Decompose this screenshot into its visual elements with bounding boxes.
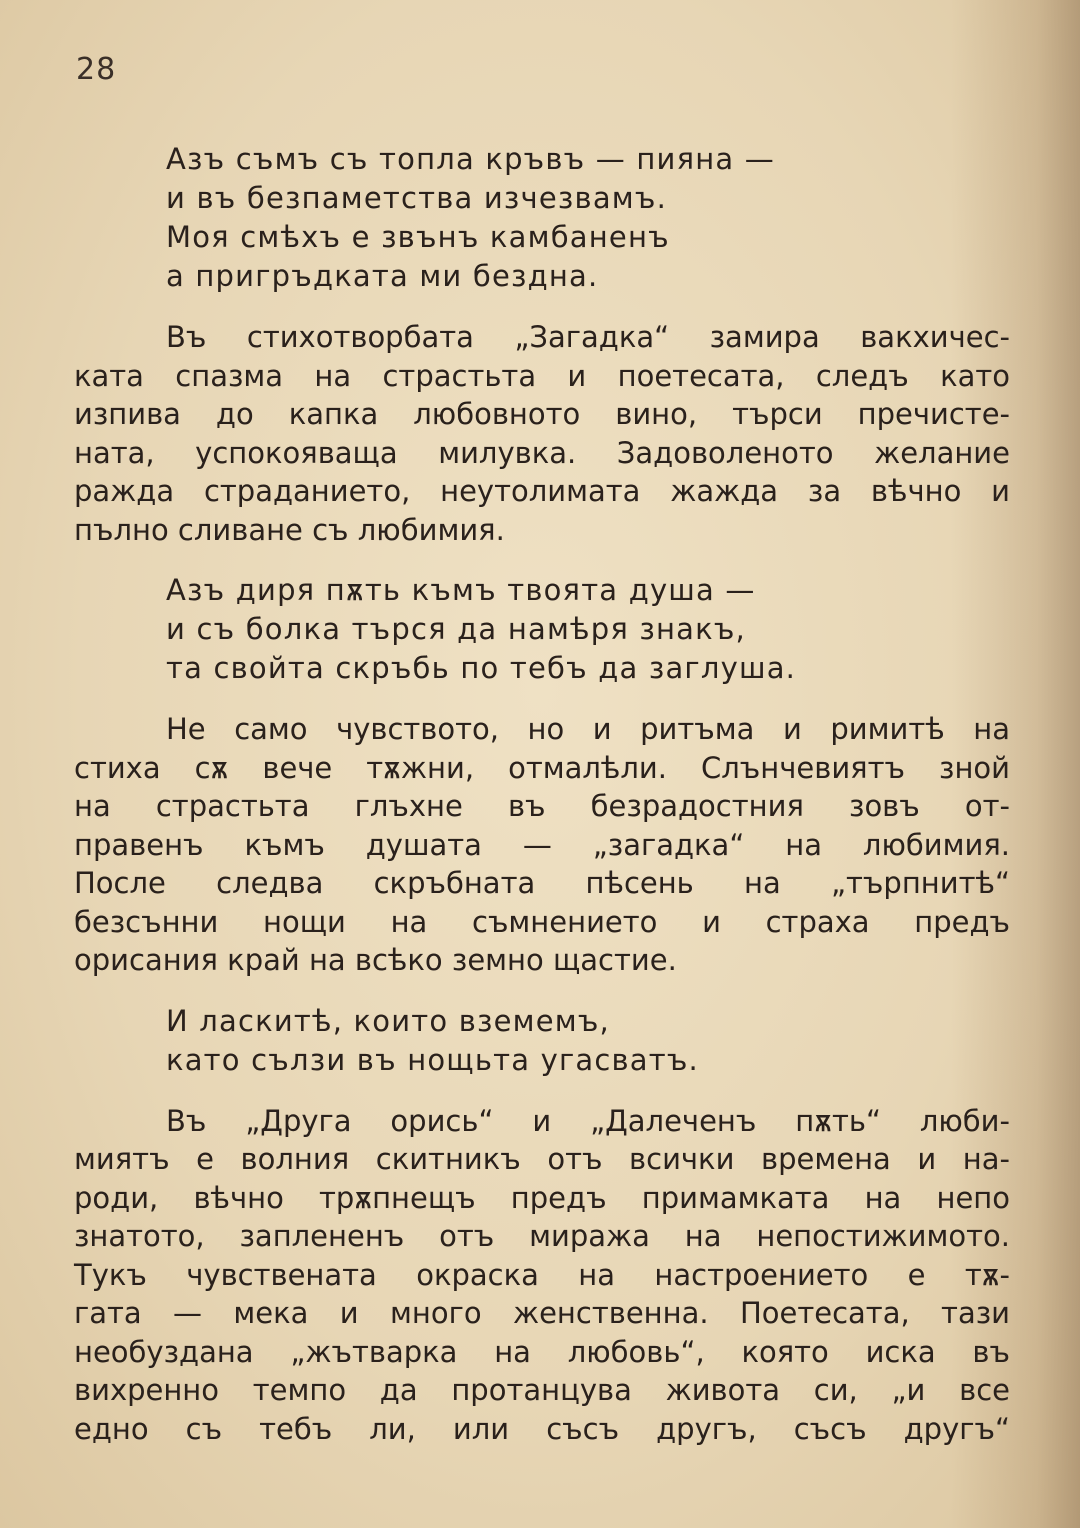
prose-paragraph-3 — [74, 1102, 1010, 1449]
prose-line: ката спазма на страстьта и поетесата, следъ като — [74, 358, 1010, 393]
verse-stanza-2 — [74, 571, 1010, 688]
prose-paragraph-2 — [74, 710, 1010, 980]
verse-line: като сълзи въ нощьта угасватъ. — [166, 1042, 699, 1077]
prose-line: орисания край на всѣко земно щастие. — [74, 943, 677, 977]
prose-line: пълно сливане съ любимия. — [74, 512, 505, 547]
prose-line: на страстьта глъхне въ безрадостния зовъ от- — [74, 789, 1010, 823]
prose-line: знатото, заплененъ отъ миража на непостижимото. — [74, 1219, 1010, 1253]
verse-line: та свойта скръбь по тебъ да заглуша. — [166, 651, 797, 685]
prose-line: роди, вѣчно трѫпнещъ предъ примамката на непо — [74, 1180, 1010, 1215]
page-text — [74, 140, 1010, 1448]
prose-line: Не само чувството, но и ритъма и римитѣ на — [166, 712, 1010, 746]
prose-line: вихренно темпо да протанцува живота си, „и все — [74, 1373, 1010, 1407]
prose-line: стиха сѫ вече тѫжни, отмалѣли. Слънчевиятъ зной — [74, 750, 1010, 785]
prose-line: изпива до капка любовното вино, търси пречисте- — [74, 397, 1010, 431]
verse-line: и въ безпаметства изчезвамъ. — [166, 181, 667, 215]
verse-line: Моя смѣхъ е звънъ камбаненъ — [166, 220, 670, 254]
verse-line: Азъ съмъ съ топла кръвъ — пияна — — [166, 142, 775, 176]
prose-line: Въ стихотворбата „Загадка“ замира вакхичес- — [166, 320, 1010, 354]
verse-stanza-3 — [74, 1002, 1010, 1080]
prose-line: правенъ къмъ душата — „загадка“ на любимия. — [74, 827, 1010, 862]
prose-line: едно съ тебъ ли, или съсъ другъ, съсъ другъ“ — [74, 1411, 1010, 1446]
verse-line: а пригръдката ми бездна. — [166, 259, 599, 293]
prose-line: ната, успокояваща милувка. Задоволеното желание — [74, 435, 1010, 470]
prose-line: Въ „Друга орись“ и „Далеченъ пѫть“ люби- — [166, 1103, 1010, 1138]
prose-line: Тукъ чувствената окраска на настроението е тѫ- — [74, 1257, 1010, 1292]
verse-stanza-1 — [74, 140, 1010, 296]
prose-line: миятъ е волния скитникъ отъ всички времена и на- — [74, 1142, 1010, 1176]
prose-line: ражда страданието, неутолимата жажда за вѣчно и — [74, 474, 1010, 508]
verse-line: И ласкитѣ, които вземемъ, — [166, 1003, 610, 1038]
prose-line: необуздана „жътварка на любовь“, която иска въ — [74, 1334, 1010, 1369]
prose-line: После следва скръбната пѣсень на „търпнитѣ“ — [74, 866, 1010, 900]
verse-line: Азъ диря пѫть къмъ твоята душа — — [166, 573, 756, 607]
prose-paragraph-1 — [74, 318, 1010, 549]
verse-line: и съ болка търся да намѣря знакъ, — [166, 612, 746, 646]
prose-line: гата — мека и много женственна. Поетесата, тази — [74, 1296, 1010, 1330]
prose-line: безсънни нощи на съмнението и страха предъ — [74, 904, 1010, 939]
page-number: 28 — [76, 52, 117, 87]
